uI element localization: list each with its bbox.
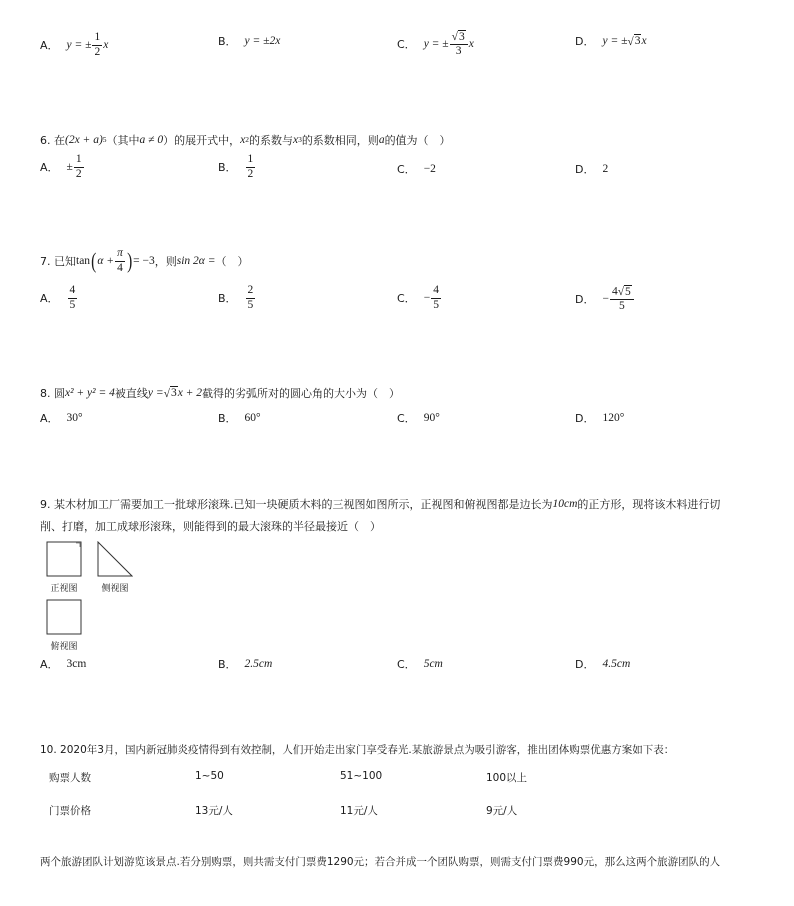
q5-option-c[interactable]: C． y = ± √ 3 3 x — [397, 30, 474, 58]
option-label: A． — [40, 39, 59, 52]
fraction: $\frac{1}{2}$ — [94, 31, 101, 58]
q8-option-a[interactable]: A． 30° — [40, 412, 83, 425]
q5-option-a[interactable]: A． y = ± $\frac{1}{2}$ x — [40, 31, 109, 58]
q9-stem-line1: 9. 某木材加工厂需要加工一批球形滚珠.已知一块硬质木料的三视图如图所示，正视图和俯视图都是边长为 10cm 的正方形，现将该木料进行切 — [40, 498, 721, 511]
table-cell: 11元/人 — [340, 805, 378, 817]
fraction: 4√ 5 5 — [610, 285, 634, 313]
q10-stem: 10. 2020年3月，国内新冠肺炎疫情得到有效控制，人们开始走出家门享受春光.某旅游景点为吸引游客，推出团体购票优惠方案如下表： — [40, 744, 675, 756]
option-label: C． — [397, 37, 416, 51]
q7-option-c[interactable]: C． − $\frac{4}{5}$ — [397, 284, 439, 311]
q8-option-c[interactable]: C． 90° — [397, 412, 440, 425]
top-view-caption: 俯视图 — [50, 642, 78, 652]
q9-option-c[interactable]: C． 5cm — [397, 658, 443, 671]
q6-option-c[interactable]: C． −2 — [397, 163, 436, 176]
front-view-figure — [46, 541, 82, 577]
q6-option-a[interactable]: A． ± $\frac{1}{2}$ — [40, 153, 82, 180]
fraction: $\frac{4}{5}$ — [433, 284, 439, 311]
q5-option-b[interactable]: B． y = ±2x — [218, 35, 281, 48]
q9-option-d[interactable]: D． 4.5cm — [575, 658, 631, 671]
fraction: $\frac{2}{5}$ — [247, 284, 254, 311]
table-cell: 13元/人 — [195, 805, 233, 817]
q8-option-b[interactable]: B． 60° — [218, 412, 261, 425]
fraction: $\frac{\pi}{4}$ — [117, 247, 123, 274]
q6-option-d[interactable]: D． 2 — [575, 163, 609, 176]
table-cell: 9元/人 — [486, 805, 518, 817]
side-view-caption: 侧视图 — [101, 584, 129, 594]
q7-option-b[interactable]: B． $\frac{2}{5}$ — [218, 284, 254, 311]
table-cell: 100以上 — [486, 772, 528, 784]
table-cell: 门票价格 — [49, 805, 91, 817]
front-view-caption: 正视图 — [50, 584, 78, 594]
q6-stem: 6. 在 (2x + a) 5 （其中 a ≠ 0 ）的展开式中， x 2 的系数与 x 3 的系数相同，则 a 的值为（ ） — [40, 134, 451, 147]
q7-option-d[interactable]: D． − 4√ 5 5 — [575, 285, 635, 313]
q10-continuation: 两个旅游团队计划游览该景点.若分别购票，则共需支付门票费1290元；若合并成一个团队购票，则需支付门票费990元，那么这两个旅游团队的人 — [40, 856, 721, 868]
q8-stem: 8. 圆 x² + y² = 4 被直线 y = √ 3 x + 2 截得的劣弧所对的圆心角的大小为（ ） — [40, 387, 401, 400]
fraction: $\frac{4}{5}$ — [69, 284, 76, 311]
table-cell: 51~100 — [340, 770, 383, 782]
top-view-figure — [46, 599, 82, 635]
fraction: $\frac{1}{2}$ — [247, 153, 254, 180]
side-view-figure — [97, 541, 133, 577]
table-cell: 购票人数 — [49, 772, 91, 784]
fraction: √ 3 3 — [450, 30, 468, 58]
q7-stem: 7. 已知 tan ( α + $\frac{\pi}{4}$ ) = −3 ，则 sin 2α = （ ） — [40, 247, 249, 274]
q8-option-d[interactable]: D． 120° — [575, 412, 625, 425]
q6-option-b[interactable]: B． $\frac{1}{2}$ — [218, 153, 254, 180]
q9-option-a[interactable]: A． 3cm — [40, 658, 87, 671]
fraction: $\frac{1}{2}$ — [75, 153, 82, 180]
option-label: D． — [575, 35, 595, 48]
table-cell: 1~50 — [195, 770, 224, 782]
q5-option-d[interactable]: D． y = ± √ 3 x — [575, 35, 647, 48]
q7-option-a[interactable]: A． $\frac{4}{5}$ — [40, 284, 76, 311]
q9-option-b[interactable]: B． 2.5cm — [218, 658, 273, 671]
q9-stem-line2: 削、打磨，加工成球形滚珠，则能得到的最大滚珠的半径最接近（ ） — [40, 520, 381, 533]
option-label: B． — [218, 35, 237, 48]
